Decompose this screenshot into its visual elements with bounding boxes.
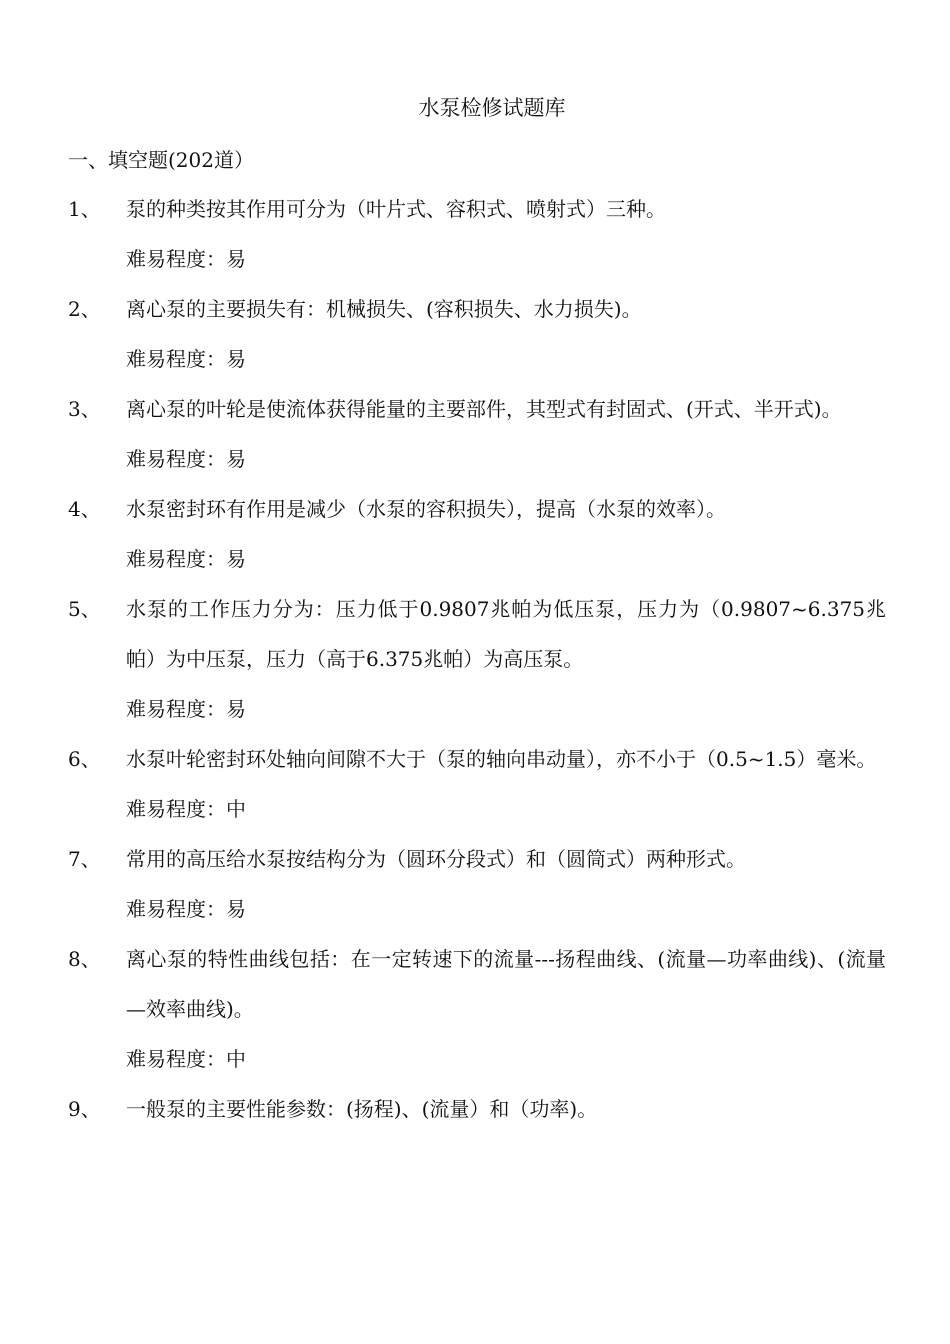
question-item: [0, 940, 950, 1090]
difficulty-label: 难易程度：: [126, 797, 226, 821]
question-number: 9、: [68, 1097, 101, 1121]
question-list: [0, 190, 950, 1140]
difficulty-value: 易: [226, 447, 246, 471]
difficulty-line: [126, 234, 950, 284]
question-text: 水泵叶轮密封环处轴向间隙不大于（泵的轴向串动量），亦不小于（0.5~1.5）毫米。: [126, 747, 877, 771]
question-text: 水泵密封环有作用是减少（水泵的容积损失），提高（水泵的效率）。: [126, 497, 726, 521]
difficulty-line: [126, 784, 950, 834]
document-title: 水泵检修试题库: [418, 96, 566, 120]
difficulty-value: 易: [226, 547, 246, 571]
question-item: [0, 290, 950, 390]
question-item: [0, 590, 950, 740]
question-text: 水泵的工作压力分为：压力低于0.9807兆帕为低压泵，压力为（0.9807~6.375兆帕）为中压泵，压力（高于6.375兆帕）为高压泵。: [126, 597, 886, 671]
difficulty-label: 难易程度：: [126, 697, 226, 721]
question-number: 6、: [68, 747, 101, 771]
difficulty-line: [126, 884, 950, 934]
question-text: 常用的高压给水泵按结构分为（圆环分段式）和（圆筒式）两种形式。: [126, 847, 746, 871]
difficulty-line: [126, 334, 950, 384]
difficulty-line: [126, 1034, 950, 1084]
difficulty-line: [126, 434, 950, 484]
difficulty-label: 难易程度：: [126, 347, 226, 371]
difficulty-label: 难易程度：: [126, 447, 226, 471]
question-text: 离心泵的叶轮是使流体获得能量的主要部件，其型式有封固式、(开式、半开式)。: [126, 397, 842, 421]
question-number: 3、: [68, 397, 101, 421]
question-number: 8、: [68, 947, 101, 971]
question-item: [0, 840, 950, 940]
question-item: [0, 390, 950, 490]
difficulty-value: 中: [226, 1047, 246, 1071]
question-item: [0, 1090, 950, 1140]
difficulty-value: 易: [226, 247, 246, 271]
difficulty-line: [126, 684, 950, 734]
question-number: 2、: [68, 297, 101, 321]
section-heading: 一、填空题(202道）: [68, 148, 254, 172]
question-item: [0, 490, 950, 590]
question-number: 7、: [68, 847, 101, 871]
difficulty-value: 易: [226, 347, 246, 371]
question-item: [0, 740, 950, 840]
question-item: [0, 190, 950, 290]
question-text: 一般泵的主要性能参数：(扬程)、(流量）和（功率)。: [126, 1097, 598, 1121]
difficulty-label: 难易程度：: [126, 1047, 226, 1071]
question-text: 离心泵的特性曲线包括：在一定转速下的流量---扬程曲线、(流量—功率曲线)、(流量—效率曲线)。: [126, 947, 886, 1021]
question-text: 离心泵的主要损失有：机械损失、(容积损失、水力损失)。: [126, 297, 642, 321]
question-number: 1、: [68, 197, 101, 221]
difficulty-value: 易: [226, 697, 246, 721]
difficulty-label: 难易程度：: [126, 897, 226, 921]
difficulty-value: 中: [226, 797, 246, 821]
difficulty-value: 易: [226, 897, 246, 921]
question-number: 5、: [68, 597, 101, 621]
question-number: 4、: [68, 497, 101, 521]
difficulty-label: 难易程度：: [126, 247, 226, 271]
difficulty-line: [126, 534, 950, 584]
question-text: 泵的种类按其作用可分为（叶片式、容积式、喷射式）三种。: [126, 197, 666, 221]
difficulty-label: 难易程度：: [126, 547, 226, 571]
